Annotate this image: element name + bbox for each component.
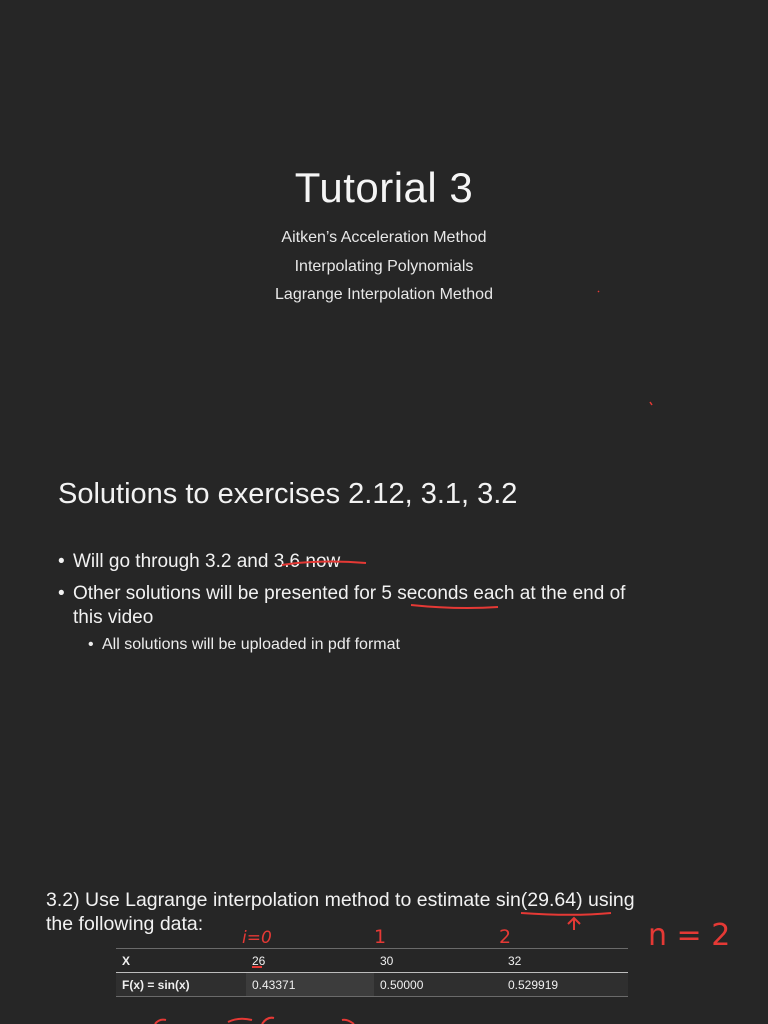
table-row	[116, 973, 628, 997]
bullet-text-continued: this video	[73, 607, 154, 628]
table-header-cell: F(x) = sin(x)	[116, 973, 246, 997]
partial-ink-stroke	[155, 1020, 166, 1024]
annotation-n-equals-2: n = 2	[648, 918, 731, 953]
table-row	[116, 949, 628, 973]
bullet-dot-icon: •	[58, 583, 65, 604]
subtitle-lagrange: Lagrange Interpolation Method	[275, 286, 493, 303]
annotation-i-equals-0: i=0	[242, 928, 272, 948]
subtitle-aitken: Aitken’s Acceleration Method	[281, 229, 487, 246]
table-cell: 32	[502, 949, 628, 973]
bullet-text: Will go through 3.2 and	[73, 551, 274, 572]
table-cell: 30	[374, 949, 502, 973]
bullet-item	[58, 582, 718, 630]
bullet-dot-icon: •	[58, 551, 65, 572]
annotation-index-2: 2	[499, 926, 512, 948]
table-header-cell: X	[116, 949, 246, 973]
subtitle-interpolating-polynomials: Interpolating Polynomials	[294, 258, 474, 275]
underlined-text: 5 seconds	[381, 583, 469, 604]
annotation-index-1: 1	[374, 926, 387, 948]
bullet-text: Other solutions will be presented for	[73, 583, 382, 604]
data-table	[116, 948, 628, 997]
struck-text: 3.6 now	[273, 551, 341, 572]
table-cell: 0.50000	[374, 973, 502, 997]
sub-bullet-text: All solutions will be uploaded in pdf format	[102, 636, 400, 653]
underlined-expression: sin(29.64)	[495, 889, 583, 911]
bullet-dot-icon: •	[88, 636, 94, 653]
sub-bullet-item	[88, 635, 688, 655]
partial-ink-stroke	[342, 1020, 354, 1024]
bullet-text: each at the end of	[468, 583, 626, 604]
question-text: 3.2) Use Lagrange interpolation method to estimate sin(29.64) using the following data:	[46, 889, 635, 935]
stray-mark	[650, 402, 652, 405]
table-cell: 0.529919	[502, 973, 628, 997]
solutions-heading: Solutions to exercises 2.12, 3.1, 3.2	[58, 478, 518, 510]
partial-ink-stroke	[228, 1018, 274, 1024]
bullet-item	[58, 550, 698, 574]
table-cell: 26	[246, 949, 374, 973]
table-cell: 0.43371	[246, 973, 374, 997]
slide-title: Tutorial 3	[294, 164, 474, 211]
